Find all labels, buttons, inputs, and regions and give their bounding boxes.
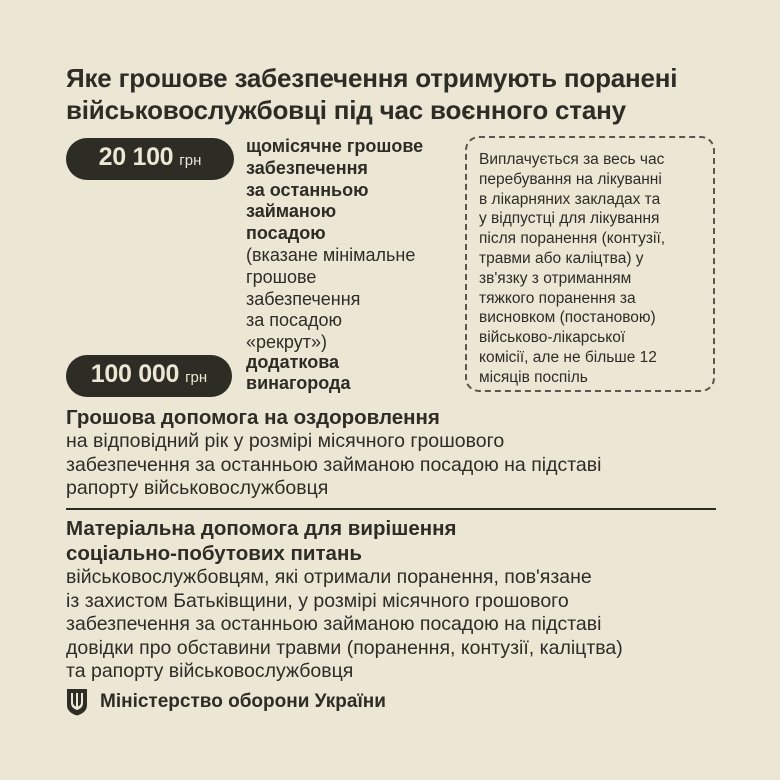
desc-bold-line: займаною [246,201,337,222]
section-heading [66,405,726,430]
desc-line: (вказане мінімальне [246,244,416,265]
material-aid-section [66,516,726,684]
note-line: травми або каліцтва) у [479,249,644,267]
note-line: висновком (постановою) [479,309,656,327]
desc-line: за посадою [246,310,343,331]
note-line: тяжкого поранення за [479,289,636,307]
section-divider [66,508,716,510]
text-line: із захистом Батьківщини, у розмірі місячного грошового [66,589,569,612]
section-heading [66,516,726,566]
note-line: перебування на лікуванні [479,170,662,188]
amount-value: 20 100 [98,143,174,171]
note-line: після поранення (контузії, [479,230,666,248]
monthly-payment-description [246,136,466,354]
desc-line: грошове [246,266,317,287]
amount-value: 100 000 [90,360,180,388]
text-line: військовослужбовцям, які отримали поранення, пов'язане [66,566,592,588]
trident-shield-icon [66,688,88,716]
text-line: та рапорту військовослужбовця [66,660,354,682]
amount-badge-monthly [66,138,234,180]
payment-conditions-note [465,136,715,392]
note-line: у відпустці для лікування [479,210,660,228]
page-title [66,62,746,126]
amount-badge-bonus [66,355,232,397]
desc-bold-line: щомісячне грошове [246,136,424,156]
currency-label: грн [185,369,208,386]
desc-line: забезпечення [246,288,361,309]
text-line: забезпечення за останньою займаною посадою на підставі [66,453,602,476]
currency-label: грн [179,152,202,169]
desc-line: «рекрут») [246,332,327,353]
text-line: рапорту військовослужбовця [66,477,329,499]
heading-line: соціально-побутових питань [66,542,362,565]
desc-bold-line: винагорода [246,373,351,393]
section-text [66,566,726,684]
desc-bold-line: за останньою [246,179,369,200]
note-line: військово-лікарської [479,329,626,347]
heading-line: Матеріальна допомога для вирішення [66,517,457,540]
title-line: Яке грошове забезпечення отримують поранені [66,63,678,93]
heading-line: Грошова допомога на оздоровлення [66,406,440,429]
note-line: комісії, але не більше 12 [479,348,657,366]
text-line: довідки про обставини травми (поранення, контузії, каліцтва) [66,636,623,659]
note-line: зв'язку з отриманням [479,269,632,287]
title-line: військовослужбовці під час воєнного стану [66,95,626,125]
desc-bold-line: додаткова [246,352,340,372]
org-name: Міністерство оборони України [100,691,386,712]
footer [66,687,386,717]
note-line: в лікарняних закладах та [479,190,661,208]
recovery-aid-section [66,405,726,501]
section-text [66,430,726,501]
note-line: Виплачується за весь час [479,151,665,168]
desc-bold-line: забезпечення [246,157,368,178]
note-line: місяців поспіль [479,368,588,386]
desc-bold-line: посадою [246,223,326,244]
bonus-payment-description [246,352,446,394]
text-line: на відповідний рік у розмірі місячного грошового [66,430,505,452]
text-line: забезпечення за останньою займаною посадою на підставі [66,613,602,635]
